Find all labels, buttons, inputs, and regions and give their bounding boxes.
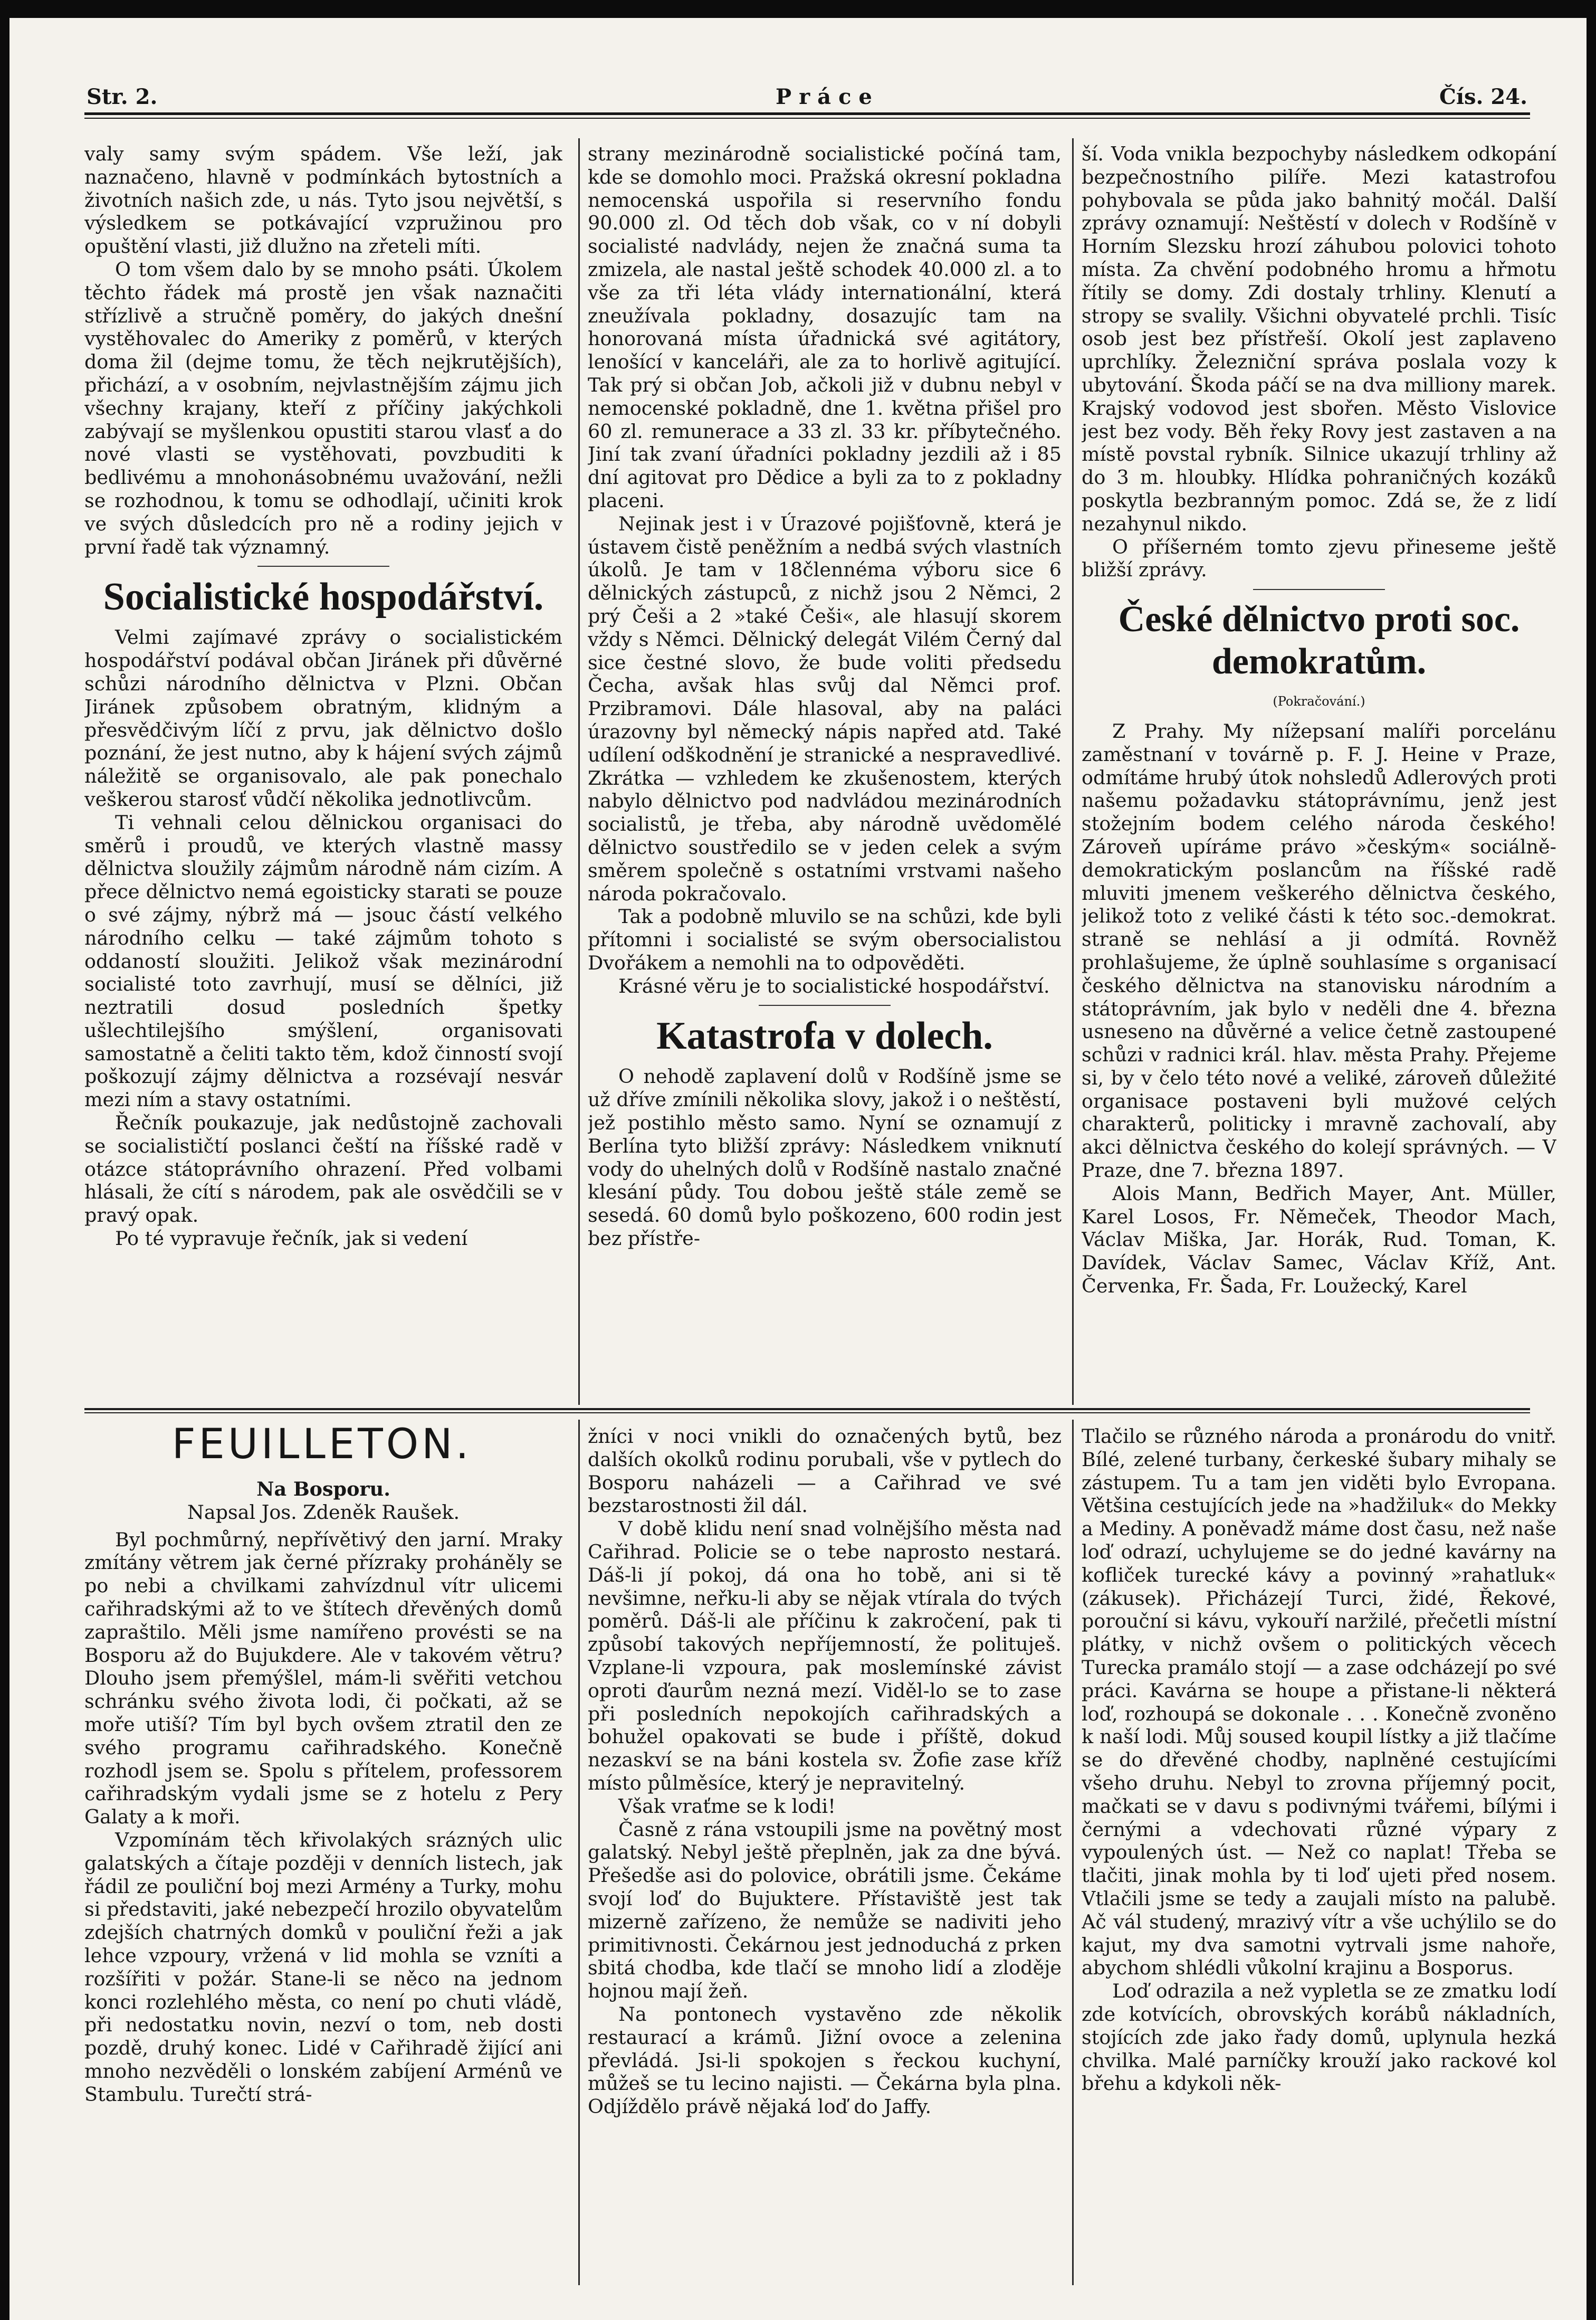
feuilleton-author: Napsal Jos. Zdeněk Raušek.	[187, 1500, 460, 1524]
feuilleton-paragraph: Vzpomínám těch křivolakých srázných ulic galatských a čítaje později v denních listech, jak řádil ze pouliční boj mezi Armény a Turky, mohu si představiti, jaké nebezpečí hrozilo obyvatelům zdejších chatrných domků v pouliční řeži a jak lehce vzpoury, vržená v lid mohla se vzníti a rozšířiti v požár. Stane-li se něco na jednom konci rozlehlého města, co není po chuti vládě, při nedostatku novin, nezví o tom, neb dosti pozdě, druhý konec. Lidé v Cařihradě žijící ani mnoho nezvěděli o lonském zabíjení Arménů ve Stambulu. Turečtí strá-	[84, 1828, 562, 2106]
section-divider	[257, 566, 389, 567]
article-column-2	[588, 142, 1062, 1404]
article-paragraph: ší. Voda vnikla bezpochyby následkem odkopání bezpečnostního pilíře. Mezi katastrofou pohybovala se půda jako bahnitý močál. Další zprávy oznamují: Neštěstí v dolech v Rodšíně v Horním Slezsku hrozí záhubou polovici tohoto místa. Za chvění podobného hromu a hřmotu řítily se domy. Zdi dostaly trhliny. Klenutí a stropy se svalily. Všichni obyvatelé prchli. Tisíc osob jest bez přístřeší. Okolí jest zaplaveno uprchlíky. Železniční správa poslala vozy k ubytování. Škoda páčí se na dva milliony marek. Krajský vodovod jest sbořen. Město Vislovice jest bez vody. Běh řeky Rovy jest zastaven a na místě povstal rybník. Silnice ukazují trhliny až do 3 m. hloubky. Hlídka pohraničných kozáků poskytla bezbranným pomoc. Zdá se, že z lidí nezahynul nikdo.	[1082, 142, 1556, 535]
article-heading: České dělnictvo proti soc. demokratům.	[1118, 599, 1520, 682]
article-paragraph: valy samy svým spádem. Vše leží, jak naznačeno, hlavně v podmínkách bytostních a životních našich zde, u nás. Tyto jsou největší, s výsledkem se potkávající vzpružinou pro opuštění vlasti, již dlužno na zřeteli míti.	[84, 142, 562, 258]
continuation-note: (Pokračování.)	[1273, 694, 1365, 709]
article-paragraph: Tak a podobně mluvilo se na schůzi, kde byli přítomni i socialisté se svým obersocialistou Dvořákem a nemohli na to odpověděti.	[588, 905, 1062, 974]
header-rule	[84, 112, 1530, 115]
column-divider	[578, 138, 580, 1405]
feuilleton-paragraph: Však vraťme se k lodi!	[618, 1794, 836, 1818]
article-paragraph: Nejinak jest i v Úrazové pojišťovně, která je ústavem čistě peněžním a nedbá svých vlastních úkolů. Je tam v 18člennéma výboru sice 6 dělnických zástupců, z nichž jsou 2 Němci, 2 prý Češi a 2 »také Češi«, ale hlasují skorem vždy s Němci. Dělnický delegát Vilém Černý dal sice čestné slovo, že bude voliti předsedu Čecha, avšak hlas svůj dal Němci prof. Przibramovi. Dále hlasoval, aby na paláci úrazovny byl německý nápis napřed atd. Také udílení odškodnění je stranické a nespravedlivé. Zkrátka — vzhledem ke zkušenostem, kterých nabylo dělnictvo pod nadvládou mezinárodních socialistů, je třeba, aby národně uvědomělé dělnictvo soustředilo se v jeden celek a svým směrem společně s ostatními vrstvami našeho národa pokračovalo.	[588, 512, 1062, 905]
feuilleton-column-2	[588, 1425, 1062, 2288]
feuilleton-subtitle: Na Bosporu.	[256, 1478, 390, 1500]
article-paragraph: O nehodě zaplavení dolů v Rodšíně jsme se už dříve zmínili několika slovy, jakož i o neštěstí, jež postihlo město samo. Nyní se oznamují z Berlína tyto bližší zprávy: Následkem vniknutí vody do uhelných dolů v Rodšíně nastalo značné klesání půdy. Tou dobou ještě stále země se sesedá. 60 domů bylo poškozeno, 600 rodin jest bez přístře-	[588, 1065, 1062, 1250]
article-paragraph: Krásné věru je to socialistické hospodářství.	[618, 974, 1050, 997]
scan-border-top	[0, 0, 1596, 18]
feuilleton-column-3	[1082, 1425, 1556, 2288]
article-paragraph: O tom všem dalo by se mnoho psáti. Úkolem těchto řádek má prostě jen však naznačiti střízlivě a stručně poměry, do jakých dnešní vystěhovalec do Ameriky z poměrů, v kterých doma žil (dejme tomu, že těch nejkrutějších), přichází, a v osobním, nejvlastnějším zájmu jich všechny krajany, kteří z příčiny jakýchkoli zabývají se myšlenkou opustiti starou vlasť a do nové vlasti se vystěhovati, povzbuditi k bedlivému a mnohonásobnému uvažování, nežli se rozhodnou, k tomu se odhodlají, učiniti krok ve svých důsledcích pro ně a rodiny jejich v první řadě tak významný.	[84, 258, 562, 558]
feuilleton-paragraph: Tlačilo se různého národa a pronárodu do vnitř. Bílé, zelené turbany, čerkeské šubary mihaly se zástupem. Tu a tam jen viděti bylo Evropana. Většina cestujících jede na »hadžiluk« do Mekky a Mediny. A poněvadž máme dost času, než naše loď odrazí, uchylujeme se do jedné kavárny na kofliček turecké kávy a povinný »rahatluk« (zákusek). Přicházejí Turci, židé, Řekové, porouční si kávu, vykouří naržilé, přečetli místní plátky, v nichž ovšem o politických věcech Turecka pramálo stojí — a zase odcházejí po své práci. Kavárna se houpe a přistane-li některá loď, rozhoupá se dokonale . . . Konečně zvoněno k naší lodi. Můj soused koupil lístky a již tlačíme se do dřevěné chodby, naplněné cestujícími všeho druhu. Nebyl to zrovna příjemný pocit, mačkati se v davu s podivnými tvářemi, bílými i černými a vdechovati různé výpary z vypoulených úst. — Než co naplat! Třeba se tlačiti, jinak mohla by ti loď ujeti před nosem. Vtlačili jsme se tedy a zaujali místo na palubě. Ač vál studený, mrazivý vítr a vše uchýlilo se do kajut, my dva samotni vytrvali jsme nahoře, abychom shlédli vůkolní krajinu a Bosporus.	[1082, 1425, 1556, 1980]
article-heading: Katastrofa v dolech.	[656, 1014, 993, 1058]
feuilleton-paragraph: V době klidu není snad volnějšího města nad Cařihrad. Policie se o tebe naprosto nestará. Dáš-li jí pokoj, dá ona ho tobě, ani si tě nevšimne, neřku-li aby se nějak vtírala do tvých poměrů. Dáš-li ale příčinu k zakročení, pak ti způsobí takových nepříjemností, že polituješ. Vzplane-li vzpoura, pak moslemínské závist oproti ďaurům nezná mezí. Viděl-lo se to zase při posledních nepokojích cařihradských a bohužel opakovati se bude i příště, dokud nezaskví se na báni kostela sv. Žofie zase kříž místo půlměsíce, který je nepravitelný.	[588, 1517, 1062, 1794]
article-paragraph: strany mezinárodně socialistické počíná tam, kde se domohlo moci. Pražská okresní pokladna nemocenská uspořila si reservního fondu 90.000 zl. Od těch dob však, co v ní dobyli socialisté nadvlády, nejen že značná suma ta zmizela, ale nastal ještě schodek 40.000 zl. a to vše za tři léta vlády internationální, která zneužívala pokladny, dosazujíc tam na honorovaná místa úřadnická své agitátory, lenošící v kanceláři, ale za to horlivě agitující. Tak prý si občan Job, ačkoli již v dubnu nebyl v nemocenské pokladně, dne 1. května přišel pro 60 zl. remunerace a 33 zl. 33 kr. příbytečného. Jiní tak zvaní úřadníci pokladny jezdili až i 85 dní agitovat pro Dědice a byli za to z pokladny placeni.	[588, 142, 1062, 512]
scan-border-right	[1587, 0, 1596, 2320]
article-column-1	[84, 142, 562, 1404]
article-paragraph: Ti vehnali celou dělnickou organisaci do směrů i proudů, ve kterých vlastně massy dělnictva sloužily zájmům národně nám cizím. A přece dělnictvo nemá egoisticky starati se pouze o své zájmy, nýbrž má — jsouc částí velkého národního celku — také zájmům tohoto s oddaností sloužiti. Jelikož však mezinárodní socialisté toto zavrhují, musí se dělníci, již neztratili dosud posledních špetky ušlechtilejšího smýšlení, organisovati samostatně a čeliti takto těm, kdož činností svojí poškozují zájmy dělnictva a rozsévají nesvár mezi ním a stavy ostatními.	[84, 811, 562, 1111]
article-paragraph: Alois Mann, Bedřich Mayer, Ant. Müller, Karel Losos, Fr. Němeček, Theodor Mach, Václav Miška, Jar. Horák, Rud. Toman, K. Davídek, Václav Samec, Václav Kříž, Ant. Červenka, Fr. Šada, Fr. Loužecký, Karel	[1082, 1182, 1556, 1298]
column-divider	[578, 1420, 580, 2285]
feuilleton-title: FEUILLETON.	[171, 1421, 472, 1468]
page-number: Str. 2.	[87, 84, 158, 109]
newspaper-title: Práce	[776, 84, 880, 109]
article-column-3	[1082, 142, 1556, 1404]
article-paragraph: O příšerném tomto zjevu přineseme ještě bližší zprávy.	[1082, 535, 1556, 582]
section-divider	[1253, 589, 1385, 590]
column-divider	[1072, 138, 1074, 1405]
scan-border-left	[0, 0, 9, 2320]
header-rule-thin	[84, 118, 1530, 119]
feuilleton-paragraph: žníci v noci vnikli do označených bytů, bez dalších okolků rodinu porubali, vše v pytlech do Bosporu naházeli — a Cařihrad ve své bezstarostnosti žil dál.	[588, 1425, 1062, 1517]
column-divider	[1072, 1420, 1074, 2285]
feuilleton-rule-thin	[84, 1412, 1530, 1413]
article-paragraph: Z Prahy. My nížepsaní malíři porcelánu zaměstnaní v továrně p. F. J. Heine v Praze, odmítáme hrubý útok nohsledů Adlerových proti našemu požadavku státoprávnímu, jenž jest stožejním bodem celého národa českého! Zároveň upíráme právo »českým« sociálně-demokratickým poslancům na říšské radě mluviti jmenem veškerého dělnictva českého, jelikož toto z veliké části k této soc.-demokrat. straně se nehlásí a ji odmítá. Rovněž prohlašujeme, že úplně souhlasíme s organisací českého dělnictva na stanovisku národním a státoprávním, jak bylo v neděli dne 4. března usneseno na důvěrné a velice četně zastoupené schůzi v radnici král. hlav. města Prahy. Přejeme si, by v čelo této nové a veliké, zároveň důležité organisace postaveni byli mužové celých charakterů, politicky i mravně zachovalí, aby akci dělnictva českého do kolejí správných. — V Praze, dne 7. března 1897.	[1082, 719, 1556, 1182]
article-paragraph: Řečník poukazuje, jak nedůstojně zachovali se socialističtí poslanci čeští na říšské radě v otázce státoprávního ohrazení. Před volbami hlásali, že cítí s národem, pak ale osvědčili se v pravý opak.	[84, 1111, 562, 1227]
feuilleton-column-1	[84, 1478, 562, 2288]
issue-number: Čís. 24.	[1439, 84, 1527, 109]
feuilleton-paragraph: Loď odrazila a než vypletla se ze zmatku lodí zde kotvících, obrovských korábů nákladních, stojících zde jako řady domů, uplynula hezká chvilka. Malé parníčky krouží jako rackové kol břehu a kdykoli něk-	[1082, 1980, 1556, 2095]
article-paragraph: Po té vypravuje řečník, jak si vedení	[115, 1227, 468, 1250]
feuilleton-paragraph: Časně z rána vstoupili jsme na povětný most galatský. Nebyl ještě přeplněn, jak za dne bývá. Přešedše asi do polovice, obrátili jsme. Čekáme svojí loď do Bujuktere. Přístaviště jest tak mizerně zařízeno, že nemůže se nadiviti jeho primitivnosti. Čekárnou jest jednoduchá z prken sbitá chodba, kde tlačí se mnoho lidí a zloděje hojnou mají žeň.	[588, 1818, 1062, 2003]
feuilleton-rule	[84, 1408, 1530, 1410]
feuilleton-paragraph: Byl pochmůrný, nepřívětivý den jarní. Mraky zmítány větrem jak černé přízraky proháněly se po nebi a chvilkami zahvízdnul vítr ulicemi cařihradskými až to ve štítech dřevěných domů zapraštilo. Měli jsme namířeno provésti se na Bosporu až do Bujukdere. Ale v takovém větru? Dlouho jsem přemýšlel, mám-li svěřiti vetchou schránku svého života lodi, či počkati, až se moře utiší? Tím byl bych ovšem ztratil den ze svého programu cařihradského. Konečně rozhodl jsem se. Spolu s přítelem, professorem cařihradským vydali jsme se z hotelu z Pery Galaty a k moři.	[84, 1528, 562, 1829]
article-heading: Socialistické hospodářství.	[103, 575, 544, 619]
feuilleton-paragraph: Na pontonech vystavěno zde několik restaurací a krámů. Jižní ovoce a zelenina převládá. Jsi-li spokojen s řeckou kuchyní, můžeš se tu lecino najisti. — Čekárna byla plna. Odjíždělo právě nějaká loď do Jaffy.	[588, 2002, 1062, 2118]
section-divider	[759, 1005, 891, 1006]
article-paragraph: Velmi zajímavé zprávy o socialistickém hospodářství podával občan Jiránek při důvěrné schůzi národního dělnictva v Plzni. Občan Jiránek způsobem obratným, klidným a přesvědčivým líčí z prvu, jak dělnictvo došlo poznání, že jest nutno, aby k hájení svých zájmů náležitě se organisovalo, ale pak ponechalo veškerou starosť vůdčí několika jednotlivcům.	[84, 626, 562, 811]
